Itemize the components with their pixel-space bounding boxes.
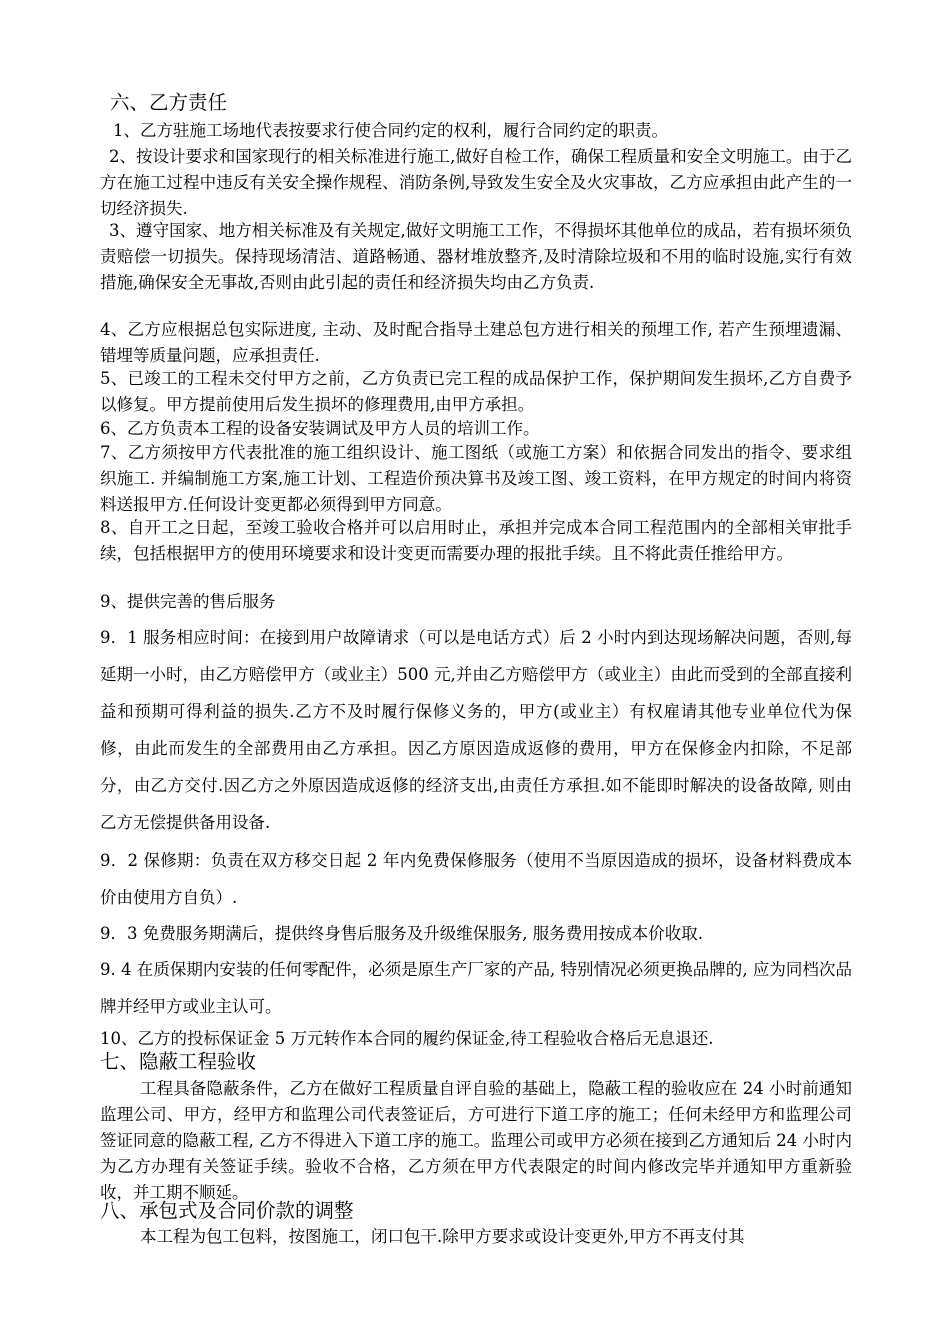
sec6-item-9-4: 9. 4 在质保期内安装的任何零配件，必须是原生产厂家的产品, 特别情况必须更换品牌的, 应为同档次品牌并经甲方或业主认可。 <box>100 960 852 1016</box>
sec6-item-7: 7、乙方须按甲方代表批准的施工组织设计、施工图纸（或施工方案）和依据合同发出的指令、要求组织施工. 并编制施工方案,施工计划、工程造价预决算书及竣工图、竣工资料，在甲方规定的时间内将资料送报甲方.任何设计变更都必须得到甲方同意。 <box>100 443 852 514</box>
section-6-heading: 六、乙方责任 <box>110 91 228 114</box>
sec6-item-9-2: 9．2 保修期：负责在双方移交日起 2 年内免费保修服务（使用不当原因造成的损坏，设备材料费成本价由使用方自负）. <box>100 851 852 907</box>
sec6-item-9-1: 9．1 服务相应时间：在接到用户故障请求（可以是电话方式）后 2 小时内到达现场解决问题，否则,每延期一小时，由乙方赔偿甲方（或业主）500 元,并由乙方赔偿甲方（或业主）由此而受到的全部直接利益和预期可得利益的损失.乙方不及时履行保修义务的，甲方(或业主）有权雇请其他专业单位代为保修，由此而发生的全部费用由乙方承担。因乙方原因造成返修的费用，甲方在保修金内扣除，不足部分，由乙方交付.因乙方之外原因造成返修的经济支出,由责任方承担.如不能即时解决的设备故障, 则由乙方无偿提供备用设备. <box>100 628 852 832</box>
sec7-paragraph: 工程具备隐蔽条件，乙方在做好工程质量自评自验的基础上，隐蔽工程的验收应在 24 小时前通知监理公司、甲方，经甲方和监理公司代表签证后，方可进行下道工序的施工；任何未经甲方和监理公司签证同意的隐蔽工程, 乙方不得进入下道工序的施工。监理公司或甲方必须在接到乙方通知后 24 小时内为乙方办理有关签证手续。验收不合格，乙方须在甲方代表限定的时间内修改完毕并通知甲方重新验收，并工期不顺延。 <box>100 1079 852 1202</box>
sec6-item-9-3: 9．3 免费服务期满后，提供终身售后服务及升级维保服务, 服务费用按成本价收取. <box>100 924 703 943</box>
sec6-item-9: 9、提供完善的售后服务 <box>100 592 276 611</box>
section-7-heading: 七、隐蔽工程验收 <box>100 1050 257 1073</box>
sec6-item-3: 3、遵守国家、地方相关标准及有关规定,做好文明施工工作，不得损坏其他单位的成品，若有损坏须负责赔偿一切损失。保持现场清洁、道路畅通、器材堆放整齐,及时清除垃圾和不用的临时设施,实行有效措施,确保安全无事故,否则由此引起的责任和经济损失均由乙方负责. <box>100 221 852 292</box>
sec6-item-2: 2、按设计要求和国家现行的相关标准进行施工,做好自检工作，确保工程质量和安全文明施工。由于乙方在施工过程中违反有关安全操作规程、消防条例,导致发生安全及火灾事故，乙方应承担由此产生的一切经济损失. <box>100 147 852 218</box>
section-8-heading: 八、承包式及合同价款的调整 <box>100 1199 354 1222</box>
sec6-item-1: 1、乙方驻施工场地代表按要求行使合同约定的权利，履行合同约定的职责。 <box>113 121 668 140</box>
sec6-item-6: 6、乙方负责本工程的设备安装调试及甲方人员的培训工作。 <box>100 419 540 438</box>
sec6-item-8: 8、自开工之日起，至竣工验收合格并可以启用时止，承担并完成本合同工程范围内的全部相关审批手续，包括根据甲方的使用环境要求和设计变更而需要办理的报批手续。且不将此责任推给甲方。 <box>100 518 852 563</box>
sec6-item-10: 10、乙方的投标保证金 5 万元转作本合同的履约保证金,待工程验收合格后无息退还. <box>100 1029 714 1048</box>
sec6-item-4: 4、乙方应根据总包实际进度, 主动、及时配合指导土建总包方进行相关的预埋工作, 若产生预埋遗漏、错埋等质量问题，应承担责任. <box>100 320 852 365</box>
sec8-paragraph: 本工程为包工包料，按图施工，闭口包干.除甲方要求或设计变更外,甲方不再支付其 <box>140 1227 745 1246</box>
sec6-item-5: 5、已竣工的工程未交付甲方之前，乙方负责已完工程的成品保护工作，保护期间发生损坏,乙方自费予以修复。甲方提前使用后发生损坏的修理费用,由甲方承担。 <box>100 369 852 414</box>
